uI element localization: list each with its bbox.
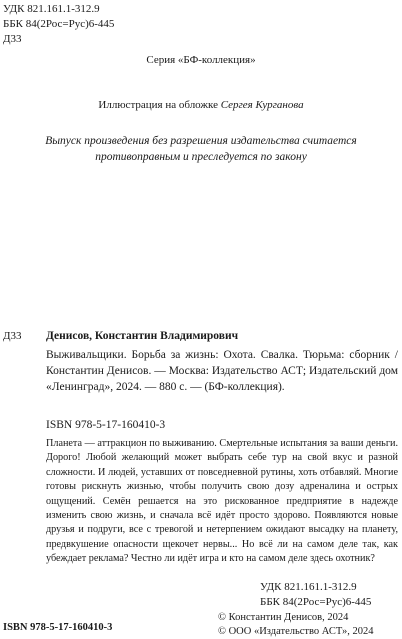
author-mark-code: Д33 [3, 33, 22, 45]
udk-code: УДК 821.161.1-312.9 [3, 3, 100, 15]
catalog-description: Выживальщики. Борьба за жизнь: Охота. Свалка. Тюрьма: сборник / Константин Денисов. — Москва: Издательство АСТ; Издательский дом «Ленинград», 2024. — 880 с. — (БФ-коллекция). [46, 349, 398, 393]
footer-isbn: ISBN 978-5-17-160410-3 [3, 622, 113, 633]
catalog-author: Денисов, Константин Владимирович [46, 330, 239, 342]
footer-bbk-code: ББК 84(2Рос=Рус)6-445 [260, 596, 372, 608]
illustration-credit [0, 99, 402, 111]
catalog-code: Д33 [3, 330, 22, 342]
copyright-warning: Выпуск произведения без разрешения издательства считается противоправным и преследуется по закону [45, 135, 357, 163]
copyright-author: © Константин Денисов, 2024 [218, 612, 349, 623]
bbk-code: ББК 84(2Рос=Рус)6-445 [3, 18, 115, 30]
illustration-prefix: Иллюстрация на обложке [98, 99, 221, 111]
series-line: Серия «БФ-коллекция» [146, 54, 256, 66]
footer-udk-code: УДК 821.161.1-312.9 [260, 581, 357, 593]
top-classification-block [3, 2, 114, 47]
catalog-isbn: ISBN 978-5-17-160410-3 [46, 419, 166, 431]
copyright-publisher: © ООО «Издательство АСТ», 2024 [218, 626, 374, 637]
copyright-block [218, 611, 374, 639]
illustration-artist: Сергея Курганова [220, 99, 304, 111]
catalog-annotation: Планета — аттракцион по выживанию. Смертельные испытания за ваши деньги. Дорого! Любой желающий может выбрать себе тур на свой вкус и разной сложности. И людей, уставших от повседневной рутины, хоть отбавляй. Многие готовы рискнуть жизнью, чтобы получить свою дозу адреналина и острых ощущений. Семён решается на это рискованное предприятие в надежде изменить свою жизнь, и сначала всё идёт просто здорово. Появляются новые друзья и подруги, все с тревогой и нетерпением ожидают высадку на планету, предвкушение опасности щекочет нервы... Но всё ли на самом деле так, как убеждает реклама? Честно ли идёт игра и кто на самом деле здесь охотник? [46, 438, 398, 565]
bottom-classification-block [260, 580, 371, 610]
